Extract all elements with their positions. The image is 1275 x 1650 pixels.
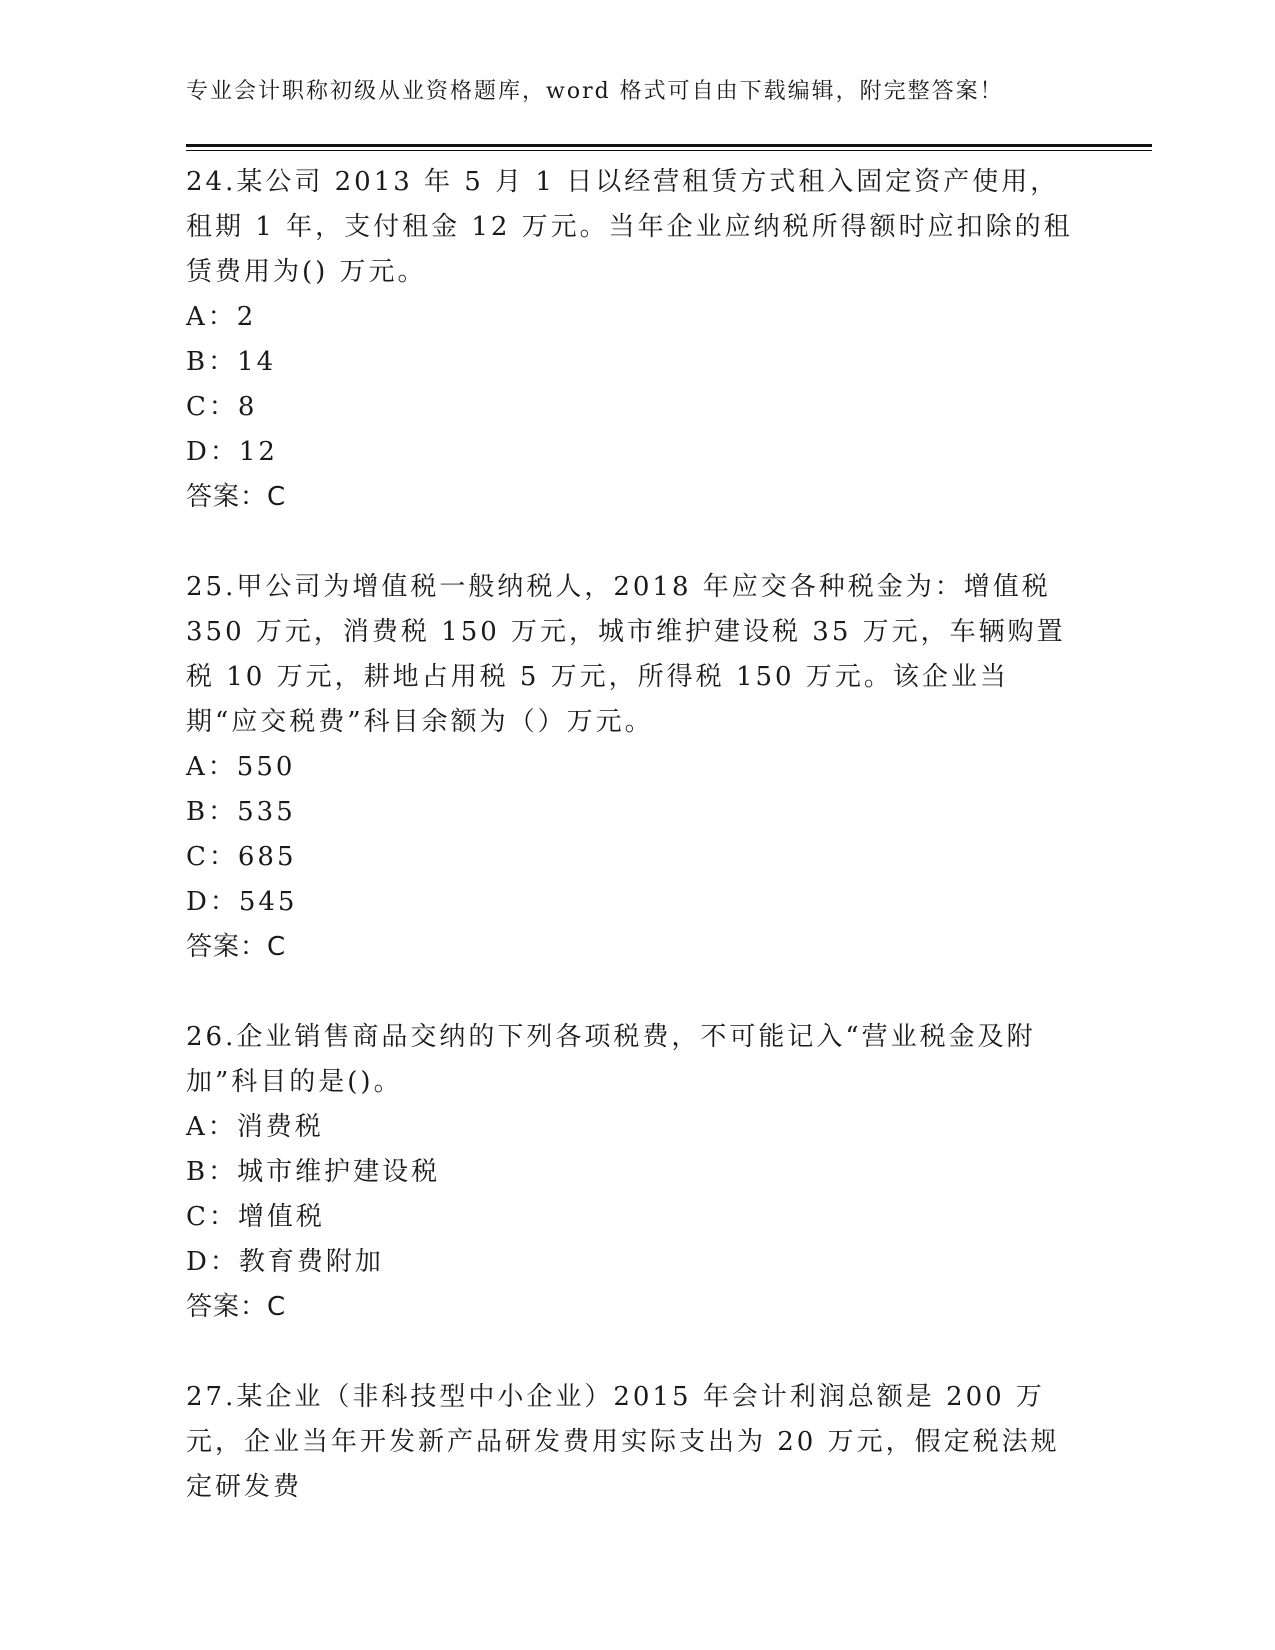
option-d: D：教育费附加 (186, 1247, 384, 1277)
option-a: A：消费税 (186, 1112, 324, 1142)
option-c: C：增值税 (186, 1202, 325, 1232)
question-spacer (186, 1330, 1086, 1375)
option-b: B：14 (186, 347, 277, 377)
question-stem: 24.某公司 2013 年 5 月 1 日以经营租赁方式租入固定资产使用，租期 1 年，支付租金 12 万元。当年企业应纳税所得额时应扣除的租赁费用为() 万元。 (186, 167, 1073, 287)
question-spacer (186, 970, 1086, 1015)
question-27 (186, 1375, 1086, 1510)
option-c: C：685 (186, 842, 297, 872)
question-26 (186, 1015, 1086, 1330)
option-b: B：城市维护建设税 (186, 1157, 441, 1187)
question-stem: 26.企业销售商品交纳的下列各项税费，不可能记入“营业税金及附加”科目的是()。 (186, 1022, 1036, 1097)
option-d: D：12 (186, 437, 278, 467)
question-spacer (186, 520, 1086, 565)
question-25 (186, 565, 1086, 970)
page-header: 专业会计职称初级从业资格题库，word 格式可自由下载编辑，附完整答案！ (186, 79, 1004, 104)
option-c: C：8 (186, 392, 258, 422)
option-a: A：550 (186, 752, 296, 782)
question-list (186, 160, 1086, 1510)
answer: 答案：C (186, 932, 287, 962)
header-rule-thick (186, 144, 1152, 147)
option-a: A：2 (186, 302, 257, 332)
question-stem: 27.某企业（非科技型中小企业）2015 年会计利润总额是 200 万元，企业当年开发新产品研发费用实际支出为 20 万元，假定税法规定研发费 (186, 1382, 1060, 1502)
question-24 (186, 160, 1086, 520)
answer: 答案：C (186, 1292, 287, 1322)
header-rule-thin (186, 150, 1152, 151)
answer: 答案：C (186, 482, 287, 512)
question-stem: 25.甲公司为增值税一般纳税人，2018 年应交各种税金为：增值税 350 万元，消费税 150 万元，城市维护建设税 35 万元，车辆购置税 10 万元，耕地占用税 5 万元，所得税 150 万元。该企业当期“应交税费”科目余额为（）万元。 (186, 572, 1066, 737)
option-b: B：535 (186, 797, 296, 827)
option-d: D：545 (186, 887, 298, 917)
